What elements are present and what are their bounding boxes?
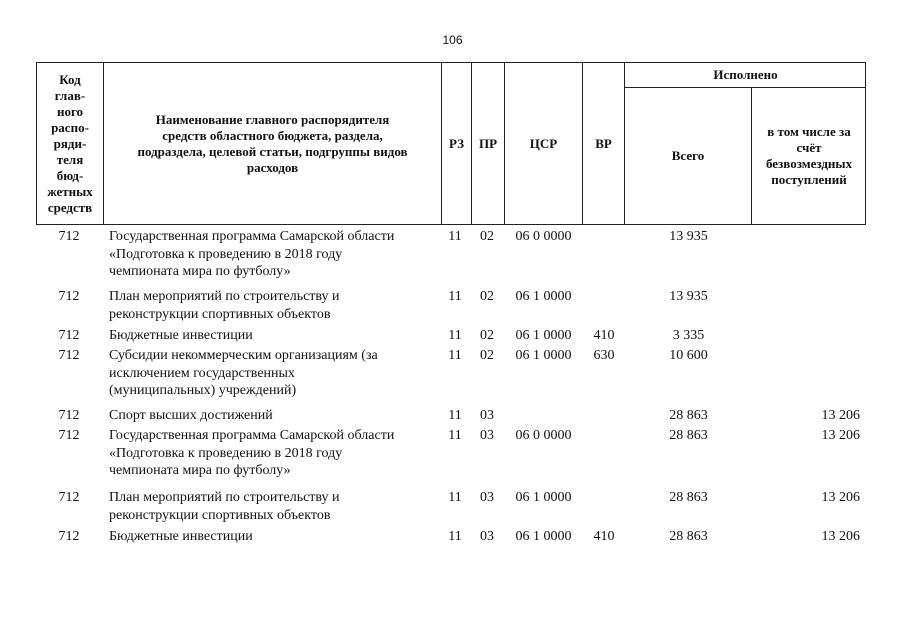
cell-name-line: (муниципальных) учреждений): [109, 383, 297, 398]
cell-csr: 06 1 0000: [515, 348, 572, 363]
cell-name-line: исключением государственных: [109, 365, 295, 381]
cell-vsego: 13 935: [669, 229, 708, 244]
cell-pr: 02: [480, 229, 494, 244]
cell-name: [109, 228, 439, 281]
header-bez-line: счёт: [796, 140, 822, 155]
cell-vsego: 28 863: [669, 428, 708, 443]
header-kod-line: жетных: [47, 183, 93, 199]
header-name-line: расходов: [246, 159, 299, 175]
cell-bezvozmezdnye: 13 206: [821, 490, 860, 505]
cell-kod: 712: [58, 348, 80, 363]
cell-bezvozmezdnye: 13 206: [821, 408, 860, 423]
cell-rz: 11: [448, 490, 462, 505]
header-name-line: подраздела, целевой статьи, подгруппы видов: [137, 143, 408, 159]
cell-name: [109, 528, 439, 546]
header-name: [104, 63, 441, 224]
cell-csr: 06 1 0000: [515, 328, 572, 343]
cell-vsego: 28 863: [669, 490, 708, 505]
cell-name: [109, 288, 439, 323]
cell-csr: 06 1 0000: [515, 529, 572, 544]
header-kod: [37, 63, 103, 224]
header-vr: ВР: [595, 135, 612, 151]
cell-name-line: реконструкции спортивных объектов: [109, 507, 331, 523]
cell-name-line: Бюджетные инвестиции: [109, 328, 253, 343]
header-kod-line: Код: [59, 71, 81, 87]
cell-name: [109, 489, 439, 524]
cell-pr: 02: [480, 289, 494, 304]
cell-name: [109, 347, 439, 400]
cell-vsego: 3 335: [672, 328, 705, 343]
cell-name-line: чемпионата мира по футболу»: [109, 463, 291, 478]
cell-name-line: чемпионата мира по футболу»: [109, 264, 291, 279]
cell-name-line: Субсидии некоммерческим организациям (за: [109, 348, 378, 363]
header-kod-line: средств: [47, 199, 93, 215]
header-rz: РЗ: [449, 135, 464, 151]
cell-name-line: «Подготовка к проведению в 2018 году: [109, 445, 343, 461]
header-bezvozmezdnye: [752, 88, 866, 224]
header-name-line: Наименование главного распорядителя: [155, 111, 390, 127]
cell-vr: 630: [593, 348, 615, 363]
cell-csr: 06 1 0000: [515, 289, 572, 304]
cell-kod: 712: [58, 490, 80, 505]
cell-vr: 410: [593, 529, 615, 544]
header-bez-line: в том числе за: [767, 124, 851, 139]
cell-kod: 712: [58, 408, 80, 423]
cell-kod: 712: [58, 289, 80, 304]
header-kod-line: бюд-: [56, 167, 84, 183]
header-ispolneno: Исполнено: [713, 67, 778, 82]
cell-rz: 11: [448, 289, 462, 304]
cell-pr: 03: [480, 529, 494, 544]
cell-name-line: Спорт высших достижений: [109, 408, 273, 423]
page-number: 106: [442, 33, 463, 47]
cell-name-line: Бюджетные инвестиции: [109, 529, 253, 544]
cell-bezvozmezdnye: 13 206: [821, 529, 860, 544]
cell-name: [109, 327, 439, 345]
cell-vsego: 13 935: [669, 289, 708, 304]
header-kod-line: ряди-: [53, 135, 87, 151]
cell-vr: 410: [593, 328, 615, 343]
header-vsego: Всего: [671, 148, 705, 163]
cell-name-line: План мероприятий по строительству и: [109, 490, 340, 505]
header-name-line: средств областного бюджета, раздела,: [162, 127, 383, 143]
cell-csr: 06 0 0000: [515, 428, 572, 443]
cell-vsego: 28 863: [669, 529, 708, 544]
cell-name-line: План мероприятий по строительству и: [109, 289, 340, 304]
cell-rz: 11: [448, 328, 462, 343]
cell-name-line: Государственная программа Самарской области: [109, 229, 395, 244]
cell-pr: 03: [480, 490, 494, 505]
cell-rz: 11: [448, 408, 462, 423]
cell-name: [109, 407, 439, 425]
cell-csr: 06 0 0000: [515, 229, 572, 244]
cell-pr: 02: [480, 328, 494, 343]
header-bez-line: поступлений: [771, 172, 847, 187]
cell-bezvozmezdnye: 13 206: [821, 428, 860, 443]
cell-kod: 712: [58, 428, 80, 443]
cell-pr: 03: [480, 428, 494, 443]
cell-kod: 712: [58, 529, 80, 544]
cell-pr: 02: [480, 348, 494, 363]
header-csr: ЦСР: [529, 135, 558, 151]
cell-rz: 11: [448, 529, 462, 544]
cell-name-line: реконструкции спортивных объектов: [109, 306, 331, 322]
table-header: [36, 62, 866, 225]
cell-csr: 06 1 0000: [515, 490, 572, 505]
cell-pr: 03: [480, 408, 494, 423]
cell-name-line: «Подготовка к проведению в 2018 году: [109, 246, 343, 262]
cell-name-line: Государственная программа Самарской области: [109, 428, 395, 443]
cell-kod: 712: [58, 229, 80, 244]
cell-vsego: 28 863: [669, 408, 708, 423]
header-kod-line: глав-: [54, 87, 86, 103]
header-kod-line: ного: [56, 103, 84, 119]
header-kod-line: теля: [56, 151, 84, 167]
cell-rz: 11: [448, 229, 462, 244]
header-pr: ПР: [478, 135, 498, 151]
header-kod-line: распо-: [51, 119, 89, 135]
header-bez-line: безвозмездных: [765, 156, 853, 171]
cell-vsego: 10 600: [669, 348, 708, 363]
cell-name: [109, 427, 439, 480]
cell-kod: 712: [58, 328, 80, 343]
cell-rz: 11: [448, 428, 462, 443]
cell-rz: 11: [448, 348, 462, 363]
